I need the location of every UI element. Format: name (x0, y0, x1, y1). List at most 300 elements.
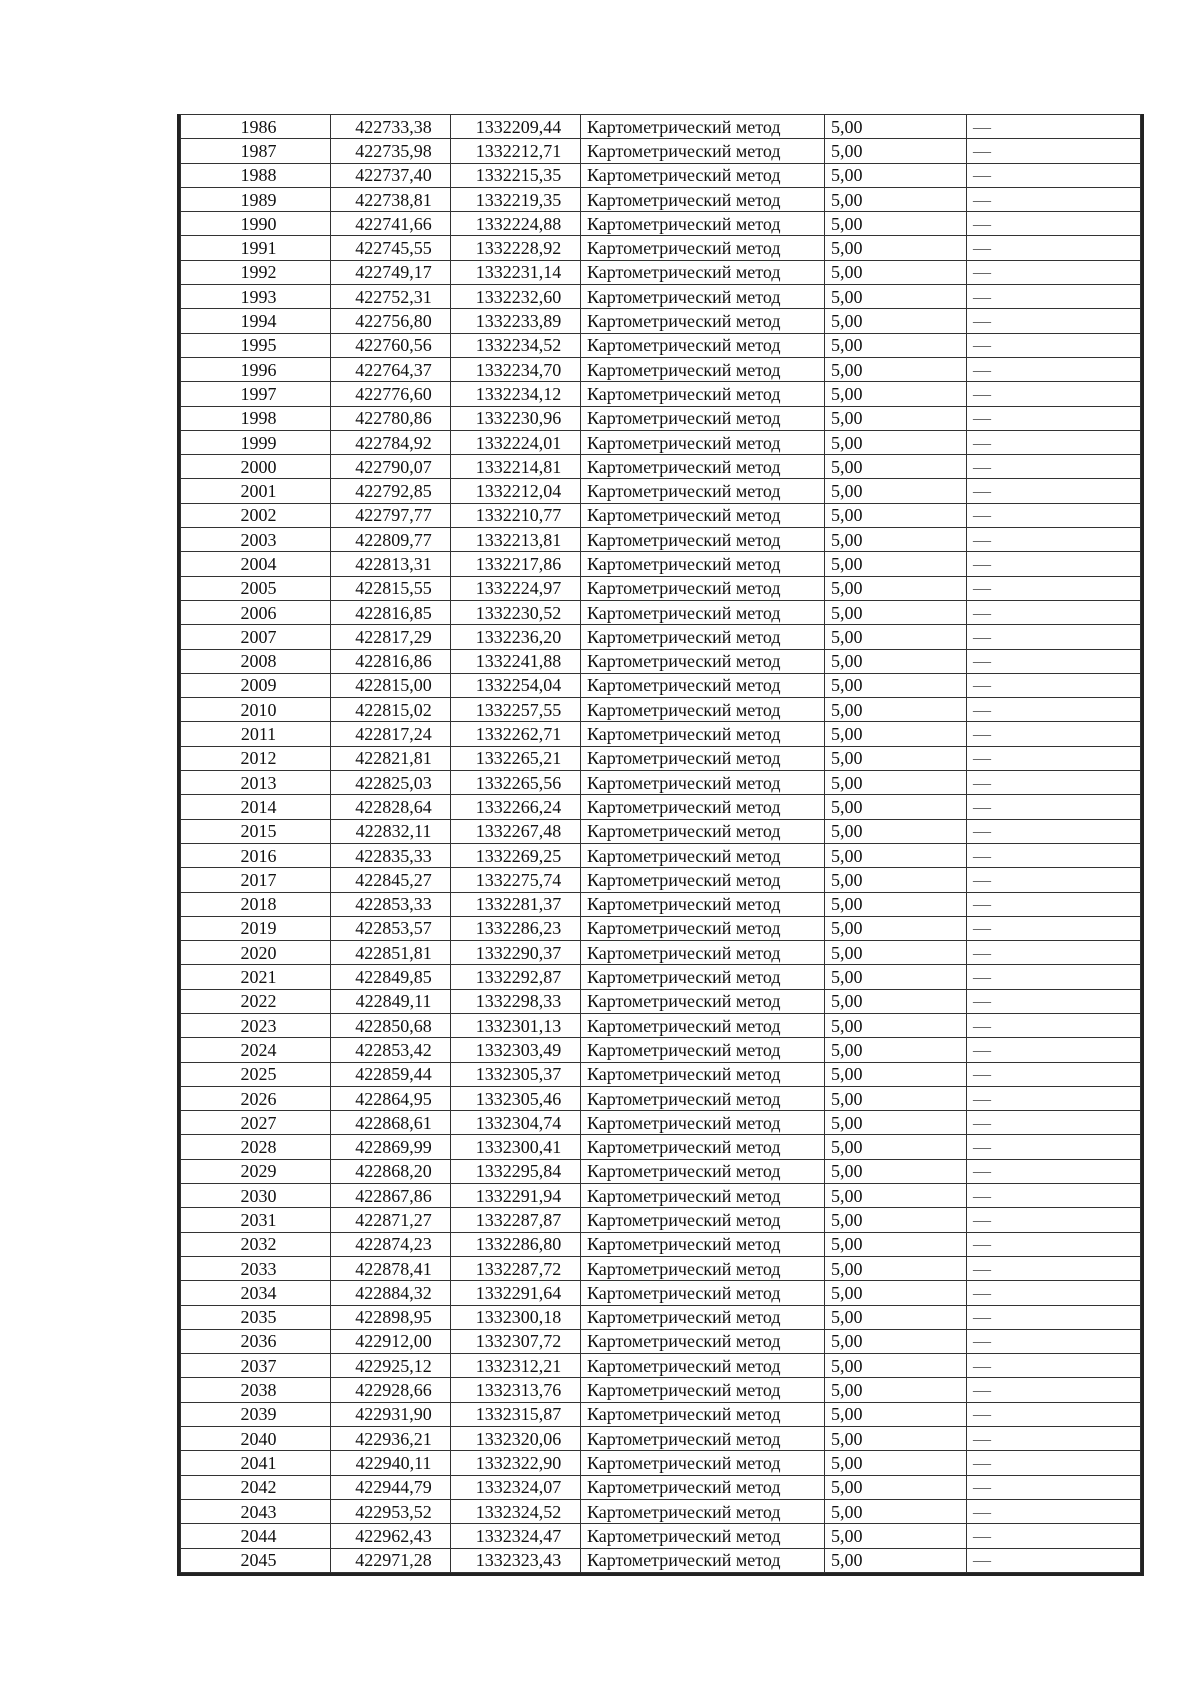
table-row (181, 1548, 1141, 1572)
table-row (181, 430, 1141, 454)
y-coordinate-cell: 1332291,64 (451, 1281, 581, 1305)
table-row (181, 1305, 1141, 1329)
table-row (181, 455, 1141, 479)
y-coordinate-cell: 1332324,07 (451, 1475, 581, 1499)
x-coordinate-cell: 422936,21 (331, 1427, 451, 1451)
y-coordinate-cell: 1332322,90 (451, 1451, 581, 1475)
table-row (181, 965, 1141, 989)
accuracy-cell: 5,00 (825, 1208, 967, 1232)
x-coordinate-cell: 422816,85 (331, 600, 451, 624)
point-number-cell: 1995 (181, 333, 331, 357)
point-number-cell: 2021 (181, 965, 331, 989)
x-coordinate-cell: 422867,86 (331, 1184, 451, 1208)
x-coordinate-cell: 422749,17 (331, 260, 451, 284)
x-coordinate-cell: 422832,11 (331, 819, 451, 843)
x-coordinate-cell: 422845,27 (331, 868, 451, 892)
point-number-cell: 2012 (181, 746, 331, 770)
accuracy-cell: 5,00 (825, 1427, 967, 1451)
accuracy-cell: 5,00 (825, 1402, 967, 1426)
accuracy-cell: 5,00 (825, 430, 967, 454)
y-coordinate-cell: 1332300,41 (451, 1135, 581, 1159)
x-coordinate-cell: 422745,55 (331, 236, 451, 260)
y-coordinate-cell: 1332320,06 (451, 1427, 581, 1451)
method-cell: Картометрический метод (581, 260, 825, 284)
y-coordinate-cell: 1332324,47 (451, 1524, 581, 1548)
method-cell: Картометрический метод (581, 771, 825, 795)
y-coordinate-cell: 1332210,77 (451, 503, 581, 527)
accuracy-cell: 5,00 (825, 333, 967, 357)
description-cell: — (967, 1062, 1141, 1086)
method-cell: Картометрический метод (581, 1062, 825, 1086)
method-cell: Картометрический метод (581, 1135, 825, 1159)
point-number-cell: 2000 (181, 455, 331, 479)
accuracy-cell: 5,00 (825, 382, 967, 406)
description-cell: — (967, 1499, 1141, 1523)
x-coordinate-cell: 422928,66 (331, 1378, 451, 1402)
table-row (181, 382, 1141, 406)
method-cell: Картометрический метод (581, 1402, 825, 1426)
x-coordinate-cell: 422817,29 (331, 625, 451, 649)
description-cell: — (967, 187, 1141, 211)
y-coordinate-cell: 1332234,52 (451, 333, 581, 357)
x-coordinate-cell: 422735,98 (331, 139, 451, 163)
method-cell: Картометрический метод (581, 479, 825, 503)
description-cell: — (967, 163, 1141, 187)
point-number-cell: 2023 (181, 1013, 331, 1037)
x-coordinate-cell: 422849,85 (331, 965, 451, 989)
x-coordinate-cell: 422869,99 (331, 1135, 451, 1159)
description-cell: — (967, 1159, 1141, 1183)
x-coordinate-cell: 422878,41 (331, 1256, 451, 1280)
accuracy-cell: 5,00 (825, 406, 967, 430)
table-row (181, 1062, 1141, 1086)
description-cell: — (967, 479, 1141, 503)
description-cell: — (967, 357, 1141, 381)
method-cell: Картометрический метод (581, 552, 825, 576)
method-cell: Картометрический метод (581, 139, 825, 163)
x-coordinate-cell: 422871,27 (331, 1208, 451, 1232)
description-cell: — (967, 698, 1141, 722)
table-row (181, 479, 1141, 503)
description-cell: — (967, 1524, 1141, 1548)
x-coordinate-cell: 422817,24 (331, 722, 451, 746)
point-number-cell: 2038 (181, 1378, 331, 1402)
method-cell: Картометрический метод (581, 1548, 825, 1572)
point-number-cell: 2036 (181, 1329, 331, 1353)
description-cell: — (967, 965, 1141, 989)
point-number-cell: 1989 (181, 187, 331, 211)
x-coordinate-cell: 422971,28 (331, 1548, 451, 1572)
method-cell: Картометрический метод (581, 1524, 825, 1548)
description-cell: — (967, 455, 1141, 479)
table-row (181, 1451, 1141, 1475)
accuracy-cell: 5,00 (825, 576, 967, 600)
y-coordinate-cell: 1332269,25 (451, 843, 581, 867)
x-coordinate-cell: 422864,95 (331, 1086, 451, 1110)
description-cell: — (967, 1281, 1141, 1305)
y-coordinate-cell: 1332254,04 (451, 673, 581, 697)
accuracy-cell: 5,00 (825, 600, 967, 624)
x-coordinate-cell: 422816,86 (331, 649, 451, 673)
description-cell: — (967, 260, 1141, 284)
point-number-cell: 2020 (181, 941, 331, 965)
accuracy-cell: 5,00 (825, 989, 967, 1013)
table-row (181, 1256, 1141, 1280)
point-number-cell: 2029 (181, 1159, 331, 1183)
table-row (181, 819, 1141, 843)
x-coordinate-cell: 422853,42 (331, 1038, 451, 1062)
accuracy-cell: 5,00 (825, 868, 967, 892)
y-coordinate-cell: 1332286,23 (451, 916, 581, 940)
point-number-cell: 2044 (181, 1524, 331, 1548)
accuracy-cell: 5,00 (825, 1281, 967, 1305)
point-number-cell: 2008 (181, 649, 331, 673)
point-number-cell: 1988 (181, 163, 331, 187)
table-row (181, 1159, 1141, 1183)
description-cell: — (967, 1086, 1141, 1110)
description-cell: — (967, 1208, 1141, 1232)
description-cell: — (967, 1427, 1141, 1451)
y-coordinate-cell: 1332312,21 (451, 1354, 581, 1378)
x-coordinate-cell: 422764,37 (331, 357, 451, 381)
table-row (181, 1135, 1141, 1159)
y-coordinate-cell: 1332305,46 (451, 1086, 581, 1110)
y-coordinate-cell: 1332265,56 (451, 771, 581, 795)
method-cell: Картометрический метод (581, 916, 825, 940)
point-number-cell: 1990 (181, 212, 331, 236)
method-cell: Картометрический метод (581, 1354, 825, 1378)
point-number-cell: 2018 (181, 892, 331, 916)
method-cell: Картометрический метод (581, 1086, 825, 1110)
table-row (181, 1184, 1141, 1208)
method-cell: Картометрический метод (581, 1038, 825, 1062)
point-number-cell: 2042 (181, 1475, 331, 1499)
accuracy-cell: 5,00 (825, 916, 967, 940)
method-cell: Картометрический метод (581, 1475, 825, 1499)
x-coordinate-cell: 422790,07 (331, 455, 451, 479)
accuracy-cell: 5,00 (825, 746, 967, 770)
description-cell: — (967, 771, 1141, 795)
table-row (181, 1378, 1141, 1402)
accuracy-cell: 5,00 (825, 187, 967, 211)
point-number-cell: 2025 (181, 1062, 331, 1086)
method-cell: Картометрический метод (581, 1499, 825, 1523)
y-coordinate-cell: 1332236,20 (451, 625, 581, 649)
description-cell: — (967, 892, 1141, 916)
accuracy-cell: 5,00 (825, 1086, 967, 1110)
description-cell: — (967, 673, 1141, 697)
point-number-cell: 2030 (181, 1184, 331, 1208)
accuracy-cell: 5,00 (825, 673, 967, 697)
y-coordinate-cell: 1332224,97 (451, 576, 581, 600)
point-number-cell: 2015 (181, 819, 331, 843)
accuracy-cell: 5,00 (825, 1305, 967, 1329)
method-cell: Картометрический метод (581, 673, 825, 697)
point-number-cell: 2016 (181, 843, 331, 867)
y-coordinate-cell: 1332214,81 (451, 455, 581, 479)
description-cell: — (967, 1548, 1141, 1572)
y-coordinate-cell: 1332233,89 (451, 309, 581, 333)
y-coordinate-cell: 1332215,35 (451, 163, 581, 187)
accuracy-cell: 5,00 (825, 212, 967, 236)
point-number-cell: 2010 (181, 698, 331, 722)
y-coordinate-cell: 1332234,12 (451, 382, 581, 406)
table-row (181, 1499, 1141, 1523)
accuracy-cell: 5,00 (825, 1548, 967, 1572)
point-number-cell: 2001 (181, 479, 331, 503)
y-coordinate-cell: 1332315,87 (451, 1402, 581, 1426)
table-row (181, 1038, 1141, 1062)
description-cell: — (967, 1135, 1141, 1159)
point-number-cell: 2031 (181, 1208, 331, 1232)
table-row (181, 625, 1141, 649)
description-cell: — (967, 600, 1141, 624)
point-number-cell: 2037 (181, 1354, 331, 1378)
accuracy-cell: 5,00 (825, 1184, 967, 1208)
description-cell: — (967, 576, 1141, 600)
y-coordinate-cell: 1332267,48 (451, 819, 581, 843)
method-cell: Картометрический метод (581, 115, 825, 139)
method-cell: Картометрический метод (581, 163, 825, 187)
accuracy-cell: 5,00 (825, 479, 967, 503)
method-cell: Картометрический метод (581, 649, 825, 673)
method-cell: Картометрический метод (581, 285, 825, 309)
point-number-cell: 2022 (181, 989, 331, 1013)
description-cell: — (967, 1329, 1141, 1353)
x-coordinate-cell: 422756,80 (331, 309, 451, 333)
point-number-cell: 1994 (181, 309, 331, 333)
method-cell: Картометрический метод (581, 455, 825, 479)
accuracy-cell: 5,00 (825, 1329, 967, 1353)
y-coordinate-cell: 1332323,43 (451, 1548, 581, 1572)
point-number-cell: 1991 (181, 236, 331, 260)
table-row (181, 746, 1141, 770)
y-coordinate-cell: 1332234,70 (451, 357, 581, 381)
x-coordinate-cell: 422738,81 (331, 187, 451, 211)
accuracy-cell: 5,00 (825, 1013, 967, 1037)
description-cell: — (967, 1013, 1141, 1037)
table-row (181, 187, 1141, 211)
method-cell: Картометрический метод (581, 892, 825, 916)
y-coordinate-cell: 1332301,13 (451, 1013, 581, 1037)
description-cell: — (967, 843, 1141, 867)
x-coordinate-cell: 422813,31 (331, 552, 451, 576)
accuracy-cell: 5,00 (825, 1475, 967, 1499)
description-cell: — (967, 868, 1141, 892)
accuracy-cell: 5,00 (825, 285, 967, 309)
description-cell: — (967, 528, 1141, 552)
description-cell: — (967, 1451, 1141, 1475)
table-row (181, 868, 1141, 892)
description-cell: — (967, 1354, 1141, 1378)
accuracy-cell: 5,00 (825, 552, 967, 576)
x-coordinate-cell: 422828,64 (331, 795, 451, 819)
description-cell: — (967, 795, 1141, 819)
method-cell: Картометрический метод (581, 357, 825, 381)
point-number-cell: 2011 (181, 722, 331, 746)
table-row (181, 892, 1141, 916)
method-cell: Картометрический метод (581, 503, 825, 527)
accuracy-cell: 5,00 (825, 1451, 967, 1475)
method-cell: Картометрический метод (581, 430, 825, 454)
description-cell: — (967, 1038, 1141, 1062)
y-coordinate-cell: 1332286,80 (451, 1232, 581, 1256)
x-coordinate-cell: 422815,55 (331, 576, 451, 600)
y-coordinate-cell: 1332262,71 (451, 722, 581, 746)
coordinates-table-body (181, 115, 1141, 1573)
x-coordinate-cell: 422868,61 (331, 1111, 451, 1135)
y-coordinate-cell: 1332295,84 (451, 1159, 581, 1183)
description-cell: — (967, 139, 1141, 163)
description-cell: — (967, 1305, 1141, 1329)
x-coordinate-cell: 422884,32 (331, 1281, 451, 1305)
x-coordinate-cell: 422853,57 (331, 916, 451, 940)
y-coordinate-cell: 1332232,60 (451, 285, 581, 309)
table-row (181, 503, 1141, 527)
y-coordinate-cell: 1332212,04 (451, 479, 581, 503)
method-cell: Картометрический метод (581, 406, 825, 430)
method-cell: Картометрический метод (581, 1208, 825, 1232)
x-coordinate-cell: 422850,68 (331, 1013, 451, 1037)
table-row (181, 1208, 1141, 1232)
y-coordinate-cell: 1332228,92 (451, 236, 581, 260)
method-cell: Картометрический метод (581, 795, 825, 819)
point-number-cell: 2007 (181, 625, 331, 649)
method-cell: Картометрический метод (581, 382, 825, 406)
method-cell: Картометрический метод (581, 722, 825, 746)
y-coordinate-cell: 1332217,86 (451, 552, 581, 576)
point-number-cell: 2034 (181, 1281, 331, 1305)
table-row (181, 552, 1141, 576)
method-cell: Картометрический метод (581, 1013, 825, 1037)
accuracy-cell: 5,00 (825, 1062, 967, 1086)
x-coordinate-cell: 422912,00 (331, 1329, 451, 1353)
table-row (181, 115, 1141, 139)
x-coordinate-cell: 422815,02 (331, 698, 451, 722)
description-cell: — (967, 552, 1141, 576)
accuracy-cell: 5,00 (825, 698, 967, 722)
accuracy-cell: 5,00 (825, 819, 967, 843)
accuracy-cell: 5,00 (825, 163, 967, 187)
method-cell: Картометрический метод (581, 212, 825, 236)
description-cell: — (967, 406, 1141, 430)
table-row (181, 1329, 1141, 1353)
method-cell: Картометрический метод (581, 1184, 825, 1208)
description-cell: — (967, 309, 1141, 333)
y-coordinate-cell: 1332213,81 (451, 528, 581, 552)
description-cell: — (967, 1184, 1141, 1208)
accuracy-cell: 5,00 (825, 892, 967, 916)
point-number-cell: 1992 (181, 260, 331, 284)
table-row (181, 1475, 1141, 1499)
method-cell: Картометрический метод (581, 1305, 825, 1329)
description-cell: — (967, 382, 1141, 406)
point-number-cell: 2003 (181, 528, 331, 552)
y-coordinate-cell: 1332305,37 (451, 1062, 581, 1086)
x-coordinate-cell: 422925,12 (331, 1354, 451, 1378)
method-cell: Картометрический метод (581, 965, 825, 989)
table-row (181, 916, 1141, 940)
method-cell: Картометрический метод (581, 528, 825, 552)
point-number-cell: 2028 (181, 1135, 331, 1159)
description-cell: — (967, 1402, 1141, 1426)
table-row (181, 333, 1141, 357)
description-cell: — (967, 1111, 1141, 1135)
table-row (181, 406, 1141, 430)
y-coordinate-cell: 1332219,35 (451, 187, 581, 211)
accuracy-cell: 5,00 (825, 1159, 967, 1183)
y-coordinate-cell: 1332324,52 (451, 1499, 581, 1523)
description-cell: — (967, 1378, 1141, 1402)
method-cell: Картометрический метод (581, 187, 825, 211)
description-cell: — (967, 625, 1141, 649)
table-row (181, 163, 1141, 187)
y-coordinate-cell: 1332224,88 (451, 212, 581, 236)
accuracy-cell: 5,00 (825, 965, 967, 989)
table-row (181, 698, 1141, 722)
table-row (181, 989, 1141, 1013)
table-row (181, 212, 1141, 236)
table-row (181, 1013, 1141, 1037)
table-row (181, 1427, 1141, 1451)
point-number-cell: 2013 (181, 771, 331, 795)
y-coordinate-cell: 1332290,37 (451, 941, 581, 965)
y-coordinate-cell: 1332212,71 (451, 139, 581, 163)
point-number-cell: 2005 (181, 576, 331, 600)
accuracy-cell: 5,00 (825, 357, 967, 381)
description-cell: — (967, 1475, 1141, 1499)
y-coordinate-cell: 1332281,37 (451, 892, 581, 916)
point-number-cell: 2035 (181, 1305, 331, 1329)
point-number-cell: 2032 (181, 1232, 331, 1256)
method-cell: Картометрический метод (581, 1111, 825, 1135)
method-cell: Картометрический метод (581, 1329, 825, 1353)
point-number-cell: 1993 (181, 285, 331, 309)
accuracy-cell: 5,00 (825, 722, 967, 746)
accuracy-cell: 5,00 (825, 455, 967, 479)
y-coordinate-cell: 1332224,01 (451, 430, 581, 454)
accuracy-cell: 5,00 (825, 115, 967, 139)
accuracy-cell: 5,00 (825, 236, 967, 260)
table-row (181, 236, 1141, 260)
y-coordinate-cell: 1332231,14 (451, 260, 581, 284)
y-coordinate-cell: 1332209,44 (451, 115, 581, 139)
table-row (181, 576, 1141, 600)
x-coordinate-cell: 422821,81 (331, 746, 451, 770)
point-number-cell: 1996 (181, 357, 331, 381)
method-cell: Картометрический метод (581, 625, 825, 649)
table-row (181, 1111, 1141, 1135)
table-row (181, 771, 1141, 795)
description-cell: — (967, 819, 1141, 843)
accuracy-cell: 5,00 (825, 139, 967, 163)
accuracy-cell: 5,00 (825, 503, 967, 527)
y-coordinate-cell: 1332266,24 (451, 795, 581, 819)
accuracy-cell: 5,00 (825, 1378, 967, 1402)
point-number-cell: 2040 (181, 1427, 331, 1451)
y-coordinate-cell: 1332307,72 (451, 1329, 581, 1353)
y-coordinate-cell: 1332287,72 (451, 1256, 581, 1280)
table-row (181, 309, 1141, 333)
x-coordinate-cell: 422797,77 (331, 503, 451, 527)
y-coordinate-cell: 1332292,87 (451, 965, 581, 989)
accuracy-cell: 5,00 (825, 771, 967, 795)
table-row (181, 843, 1141, 867)
point-number-cell: 1987 (181, 139, 331, 163)
point-number-cell: 2041 (181, 1451, 331, 1475)
x-coordinate-cell: 422953,52 (331, 1499, 451, 1523)
method-cell: Картометрический метод (581, 941, 825, 965)
